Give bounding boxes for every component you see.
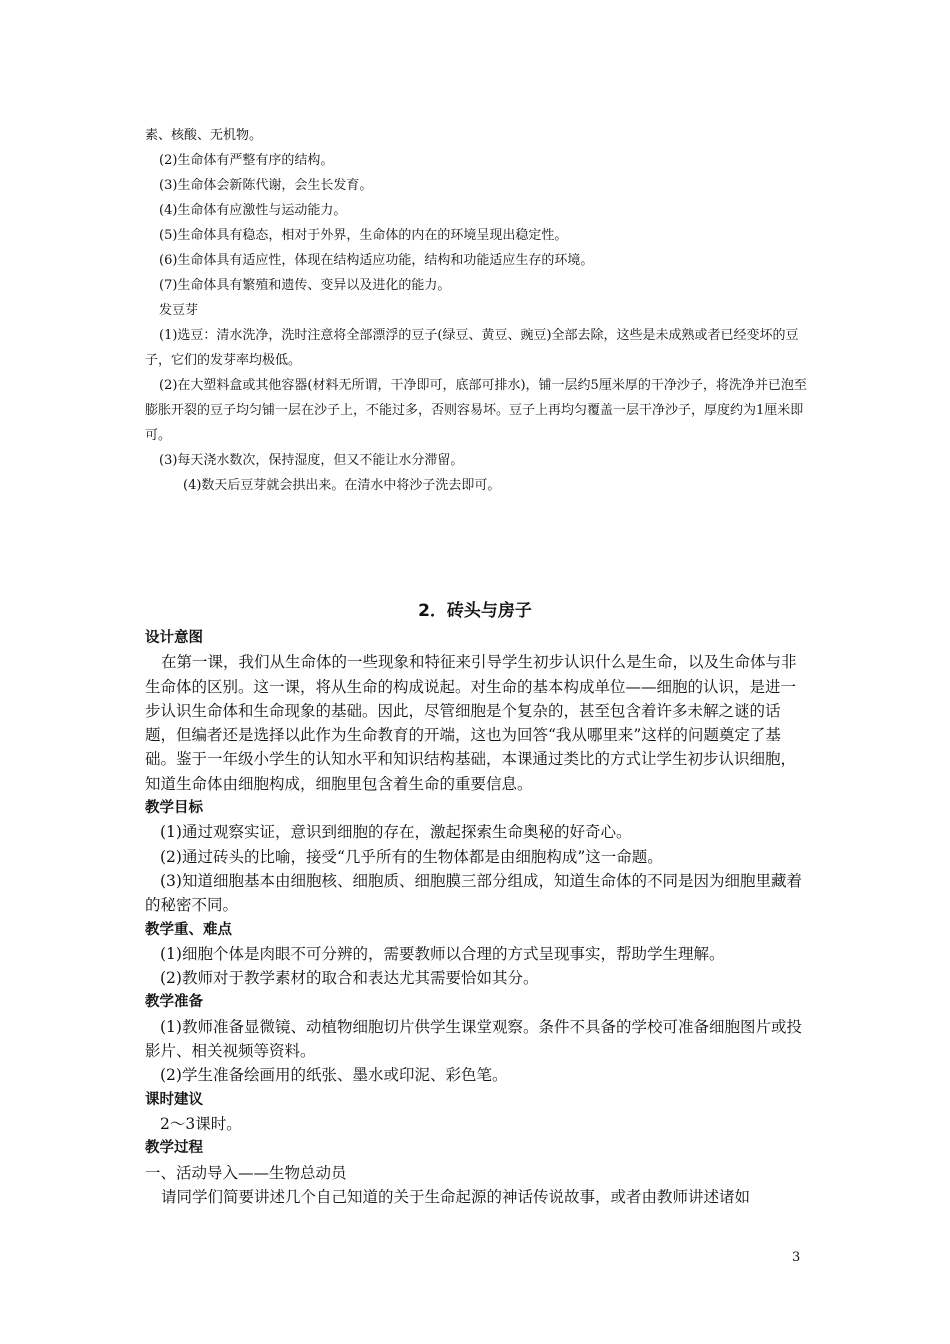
process-step: 一、活动导入——生物总动员: [145, 1163, 347, 1182]
hours-text: 2～3课时。: [160, 1114, 242, 1133]
list-item: (1)通过观察实证，意识到细胞的存在，激起探索生命奥秘的好奇心。: [160, 823, 632, 842]
lesson-body: [145, 626, 807, 1209]
continuation-line: 素、核酸、无机物。: [145, 128, 263, 143]
section-heading: 教学准备: [145, 994, 203, 1011]
paragraph: 请同学们简要讲述几个自己知道的关于生命起源的神话传说故事，或者由教师讲述诸如: [161, 1187, 751, 1206]
page-number: 3: [792, 1250, 801, 1265]
list-item: (3)生命体会新陈代谢，会生长发育。: [159, 178, 373, 193]
sprout-step: (1)选豆：清水洗净，洗时注意将全部漂浮的豆子(绿豆、黄豆、豌豆)全部去除，这些是未成熟或者已经变坏的豆子，它们的发芽率均极低。: [145, 328, 799, 368]
section-heading: 教学重、难点: [145, 921, 232, 938]
list-item: (2)通过砖头的比喻，接受“几乎所有的生物体都是由细胞构成”这一命题。: [160, 847, 663, 866]
section-heading: 设计意图: [145, 630, 203, 646]
section-heading: 教学目标: [145, 800, 203, 817]
lesson-title: 2．砖头与房子: [418, 601, 532, 621]
section-heading: 教学过程: [145, 1140, 203, 1157]
list-item: (4)生命体有应激性与运动能力。: [159, 203, 347, 218]
sprout-step: (2)在大塑料盒或其他容器(材料无所谓，干净即可，底部可排水)，铺一层约5厘米厚的干净沙子，将洗净并已泡至膨胀开裂的豆子均匀铺一层在沙子上，不能过多，否则容易坏。豆子上再均匀覆盖一层干净沙子，厚度约为1厘米即可。: [145, 378, 807, 443]
sprout-step: (3)每天浇水数次，保持湿度，但又不能让水分滞留。: [159, 453, 464, 468]
list-item: (3)知道细胞基本由细胞核、细胞质、细胞膜三部分组成，知道生命体的不同是因为细胞里藏着的秘密不同。: [145, 871, 802, 915]
sprout-heading: 发豆芽: [159, 303, 199, 318]
list-item: (2)教师对于教学素材的取合和表达尤其需要恰如其分。: [160, 969, 539, 988]
list-item: (7)生命体具有繁殖和遗传、变异以及进化的能力。: [159, 278, 451, 293]
list-item: (6)生命体具有适应性，体现在结构适应功能，结构和功能适应生存的环境。: [159, 253, 594, 268]
top-section: [145, 123, 807, 498]
list-item: (2)学生准备绘画用的纸张、墨水或印泥、彩色笔。: [160, 1066, 508, 1085]
section-heading: 课时建议: [145, 1091, 203, 1108]
list-item: (5)生命体具有稳态，相对于外界，生命体的内在的环境呈现出稳定性。: [159, 228, 568, 243]
list-item: (1)细胞个体是肉眼不可分辨的，需要教师以合理的方式呈现事实，帮助学生理解。: [160, 944, 725, 963]
list-item: (1)教师准备显微镜、动植物细胞切片供学生课堂观察。条件不具备的学校可准备细胞图片或投影片、相关视频等资料。: [145, 1017, 802, 1061]
paragraph: 在第一课，我们从生命体的一些现象和特征来引导学生初步认识什么是生命，以及生命体与非生命体的区别。这一课，将从生命的构成说起。对生命的基本构成单位——细胞的认识，是进一步认识生命体和生命现象的基础。因此，尽管细胞是个复杂的，甚至包含着许多未解之谜的话题，但编者还是选择以此作为生命教育的开端，这也为回答“我从哪里来”这样的问题奠定了基础。鉴于一年级小学生的认知水平和知识结构基础，本课通过类比的方式让学生初步认识细胞，知道生命体由细胞构成，细胞里包含着生命的重要信息。: [145, 653, 797, 793]
list-item: (2)生命体有严整有序的结构。: [159, 153, 334, 168]
sprout-step: (4)数天后豆芽就会拱出来。在清水中将沙子洗去即可。: [183, 478, 501, 493]
